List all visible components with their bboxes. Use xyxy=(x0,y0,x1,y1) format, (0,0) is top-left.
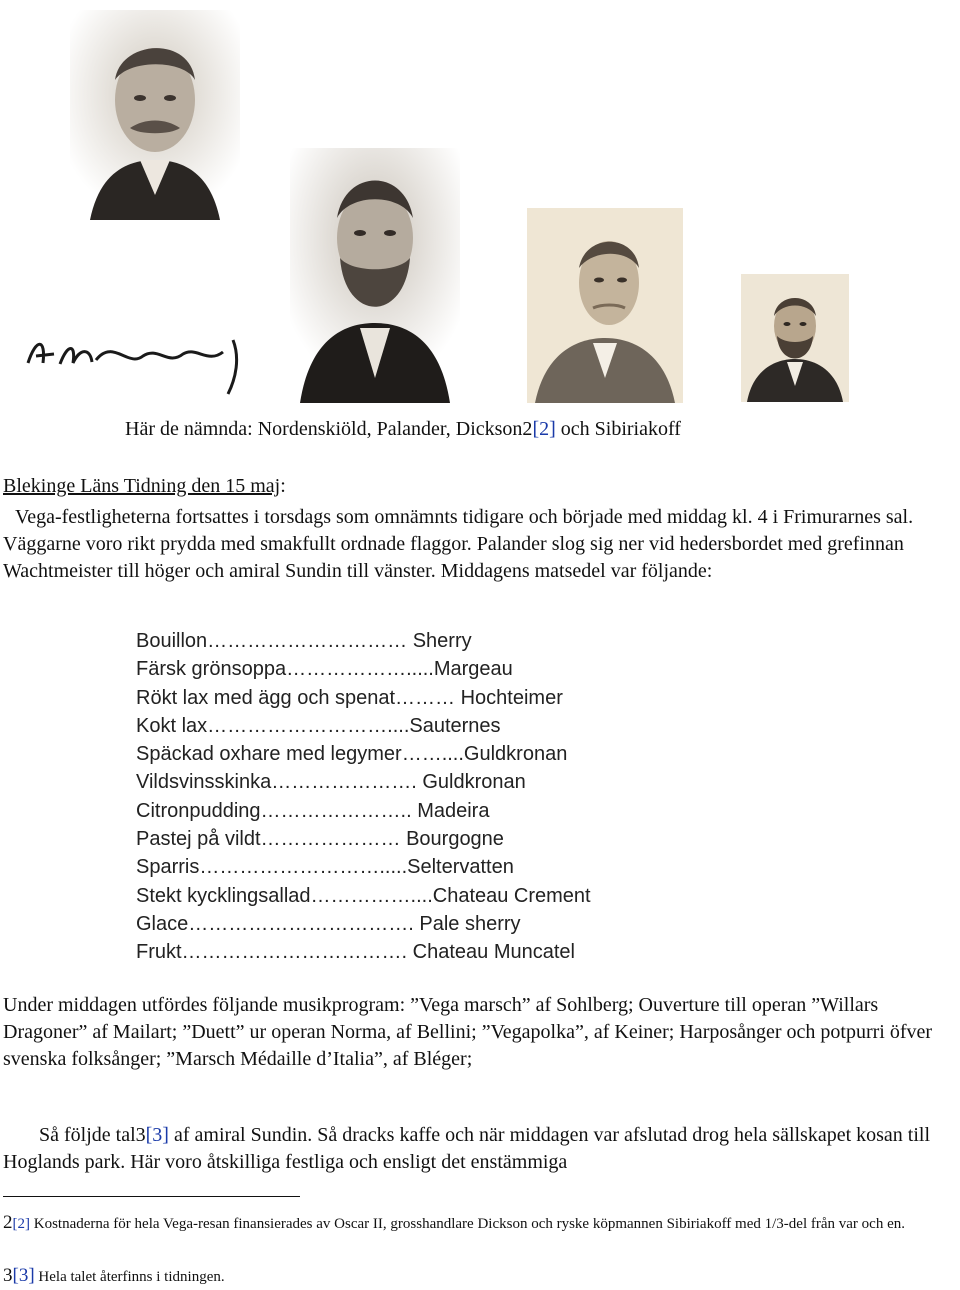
footnote-text: Kostnaderna för hela Vega-resan finansierades av Oscar II, grosshandlare Dickson och ryske köpmannen Sibiriakoff med 1/3-del från var och en. xyxy=(30,1216,905,1232)
menu-item: Späckad oxhare med legymer……....Guldkronan xyxy=(136,743,568,766)
menu-item: Sparris……………………….....Seltervatten xyxy=(136,856,514,879)
paragraph-text: af amiral Sundin. Så dracks kaffe och när middagen var afslutad drog hela sällskapet kosan till Hoglands park. Här voro åtskilliga festliga och ensligt det enstämmiga xyxy=(3,1124,931,1173)
menu-item: Stekt kycklingsallad……………....Chateau Crement xyxy=(136,884,591,907)
menu-item: Färsk grönsoppa……………….....Margeau xyxy=(136,658,513,681)
signature xyxy=(18,318,258,398)
footnote-number: 3 xyxy=(3,1265,13,1286)
footnote-separator xyxy=(3,1196,300,1197)
menu-item: Pastej på vildt………………… Bourgogne xyxy=(136,828,504,851)
dinner-menu xyxy=(136,627,591,967)
portrait-sibiriakoff xyxy=(741,274,849,402)
footnote-2 xyxy=(3,1211,953,1236)
menu-item: Glace……………………………. Pale sherry xyxy=(136,912,521,935)
footnote-3 xyxy=(3,1264,953,1289)
caption-text: Här de nämnda: Nordenskiöld, Palander, Dickson2 xyxy=(125,418,533,440)
portrait-nordenskiold xyxy=(70,10,240,220)
portrait-palander xyxy=(290,148,460,403)
source-heading xyxy=(3,475,286,498)
footnote-link-2[interactable]: [2] xyxy=(532,418,556,440)
menu-item: Vildsvinsskinka…………………. Guldkronan xyxy=(136,771,526,794)
menu-item: Rökt lax med ägg och spenat……… Hochteimer xyxy=(136,686,563,709)
footnote-number: 2 xyxy=(3,1212,13,1233)
portrait-dickson xyxy=(527,208,683,403)
source-colon: : xyxy=(280,475,286,497)
image-caption xyxy=(125,418,681,441)
newspaper-name: Blekinge Läns Tidning den 15 maj xyxy=(3,475,281,497)
menu-item: Bouillon………………………… Sherry xyxy=(136,630,472,652)
footnote-backlink-2[interactable]: [2] xyxy=(12,1216,30,1232)
menu-item: Citronpudding………………….. Madeira xyxy=(136,799,490,822)
footnote-backlink-3[interactable]: [3] xyxy=(12,1265,35,1286)
music-program-paragraph: Under middagen utfördes följande musikprogram: ”Vega marsch” af Sohlberg; Ouverture till operan ”Willars Dragoner” af Mailart; ”Duett” ur operan Norma, af Bellini; ”Vegapolka”, af Keiner; Harposånger och potpurri öfver svenska folksånger; ”Marsch Médaille d’Italia”, af Bléger; xyxy=(3,994,933,1070)
menu-item: Frukt……………………………. Chateau Muncatel xyxy=(136,941,575,964)
caption-tail: och Sibiriakoff xyxy=(555,418,681,440)
menu-item: Kokt lax………………………....Sauternes xyxy=(136,714,501,737)
footnote-text: Hela talet återfinns i tidningen. xyxy=(34,1269,225,1285)
footnote-link-3[interactable]: [3] xyxy=(145,1124,169,1146)
intro-paragraph: Vega-festligheterna fortsattes i torsdags som omnämnts tidigare och började med middag kl. 4 i Frimurarnes sal. Väggarne voro rikt prydda med smakfullt ordnade flaggor. Palander slog sig ner vid hedersbordet med grefinnan Wachtmeister till höger och amiral Sundin till vänster. Middagens matsedel var följande: xyxy=(3,506,914,582)
paragraph-text: Så följde tal3 xyxy=(39,1124,146,1146)
closing-paragraph xyxy=(3,1122,958,1176)
